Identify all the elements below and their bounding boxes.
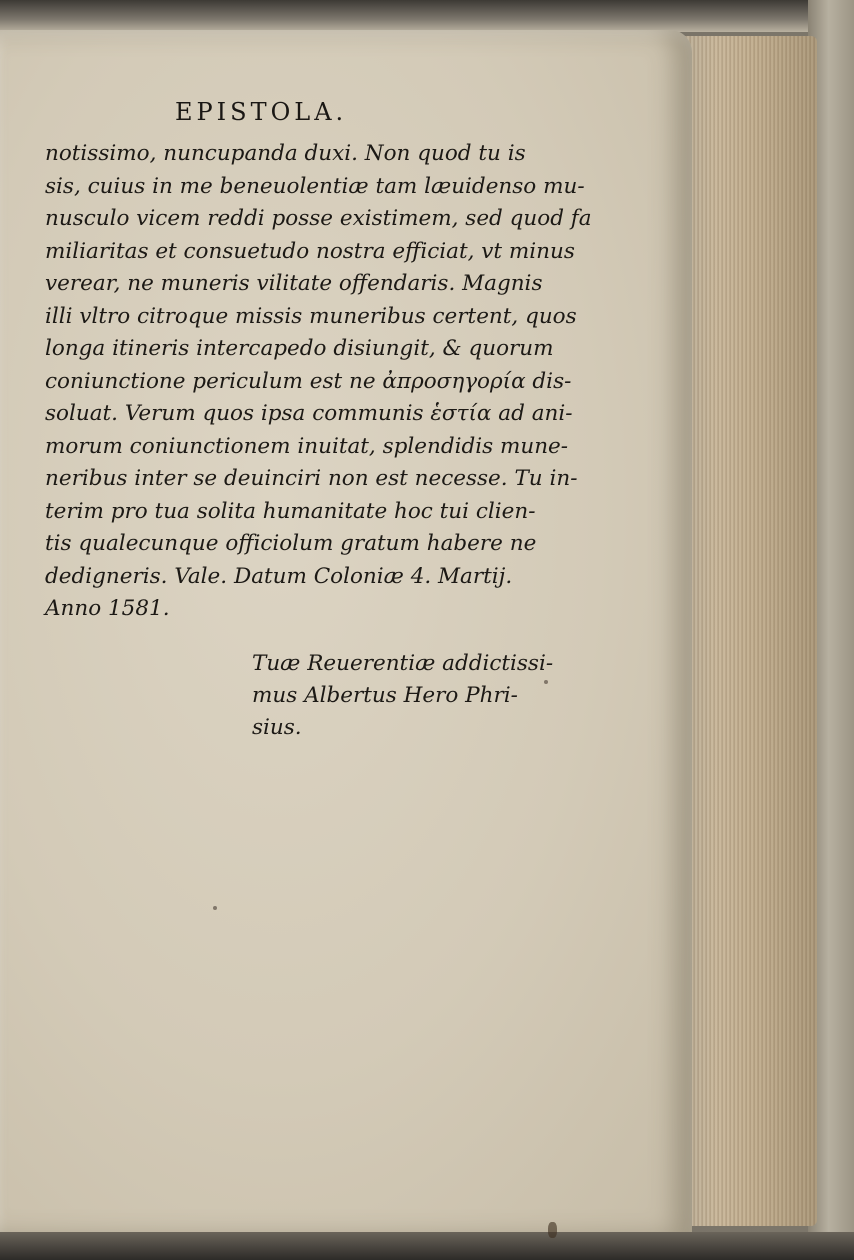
ink-blot: [548, 1222, 557, 1238]
text-line: coniunctione periculum est ne ἀπροσηγορία dis-: [45, 368, 572, 394]
text-line: neribus inter se deuinciri non est necesse. Tu in-: [45, 466, 578, 491]
ink-speck: [213, 906, 217, 910]
top-shadow-strip: [0, 0, 854, 32]
page-heading: EPISTOLA.: [175, 98, 348, 126]
text-line: miliaritas et consuetudo nostra efficiat, vt minus: [45, 238, 575, 264]
text-line: dedigneris. Vale. Datum Coloniæ 4. Martij.: [45, 563, 513, 589]
text-line: notissimo, nuncupanda duxi. Non quod tu is: [45, 141, 526, 166]
signature-line: mus Albertus Hero Phri-: [252, 683, 518, 708]
page-block-edges: [682, 36, 817, 1226]
signature-line: Tuæ Reuerentiæ addictissi-: [252, 651, 554, 676]
text-line: nusculo vicem reddi posse existimem, sed quod fa: [45, 206, 592, 231]
text-line: soluat. Verum quos ipsa communis ἑστία ad ani-: [45, 401, 573, 426]
letter-signature: [252, 648, 553, 744]
text-line: tis qualecunque officiolum gratum habere ne: [45, 531, 537, 556]
text-line: verear, ne muneris vilitate offendaris. Magnis: [45, 271, 543, 296]
ink-speck: [544, 680, 548, 684]
text-line: morum coniunctionem inuitat, splendidis mune-: [45, 433, 569, 459]
text-line: longa itineris intercapedo disiungit, & quorum: [45, 336, 554, 361]
text-line: terim pro tua solita humanitate hoc tui clien-: [45, 498, 536, 524]
bottom-shadow-strip: [0, 1232, 854, 1260]
text-line: Anno 1581.: [45, 596, 170, 621]
text-line: illi vltro citroque missis muneribus certent, quos: [45, 303, 577, 329]
signature-line: sius.: [252, 715, 302, 740]
text-line: sis, cuius in me beneuolentiæ tam læuidenso mu-: [45, 173, 585, 199]
letter-body: [45, 138, 592, 626]
